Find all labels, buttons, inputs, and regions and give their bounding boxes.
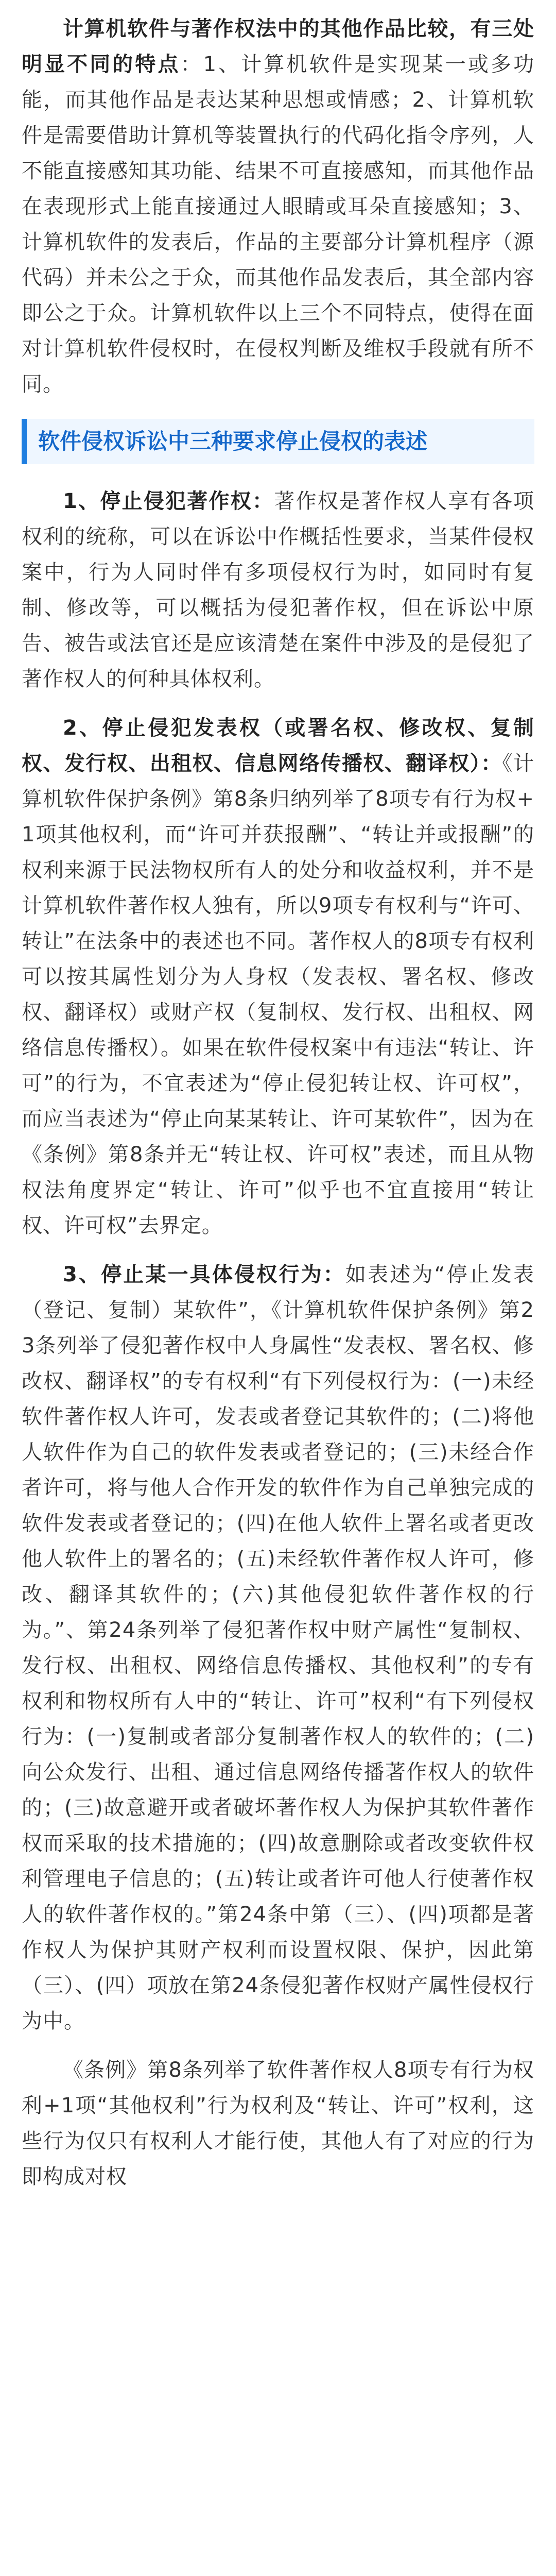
intro-text: ：1、计算机软件是实现某一或多功能，而其他作品是表达某种思想或情感；2、计算机软件是需要借助计算机等装置执行的代码化指令序列，人不能直接感知其功能、结果不可直接感知，而其他作品在表现形式上能直接通过人眼睛或耳朵直接感知；3、计算机软件的发表后，作品的主要部分计算机程序（源代码）并未公之于众，而其他作品发表后，其全部内容即公之于众。计算机软件以上三个不同特点，使得在面对计算机软件侵权时，在侵权判断及维权手段就有所不同。 bbox=[22, 53, 535, 396]
closing-paragraph bbox=[22, 2053, 534, 2195]
item2-lead: 2、停止侵犯发表权（或署名权、修改权、复制权、发行权、出租权、信息网络传播权、翻译权）： bbox=[22, 716, 534, 775]
section-heading: 软件侵权诉讼中三种要求停止侵权的表述 bbox=[22, 419, 534, 464]
item2-paragraph bbox=[22, 710, 534, 1244]
item2-text: 《计算机软件保护条例》第8条归纳列举了8项专有行为权+1项其他权利，而“许可并获报酬”、“转让并或报酬”的权利来源于民法物权所有人的处分和收益权利，并不是计算机软件著作权人独有，所以9项专有权利与“许可、转让”在法条中的表述也不同。著作权人的8项专有权利可以按其属性划分为人身权（发表权、署名权、修改权、翻译权）或财产权（复制权、发行权、出租权、网络信息传播权）。如果在软件侵权案中有违法“转让、许可”的行为，不宜表述为“停止侵犯转让权、许可权”，而应当表述为“停止向某某转让、许可某软件”，因为在《条例》第8条并无“转让权、许可权”表述，而且从物权法角度界定“转让、许可”似乎也不宜直接用“转让权、许可权”去界定。 bbox=[22, 752, 535, 1238]
item3-lead: 3、停止某一具体侵权行为： bbox=[63, 1263, 345, 1286]
intro-lead: 计算机软件与著作权法中的其他作品比较，有三处明显不同的特点 bbox=[22, 17, 534, 76]
item1-lead: 1、停止侵犯著作权： bbox=[63, 489, 274, 513]
intro-paragraph bbox=[22, 11, 534, 402]
item3-paragraph bbox=[22, 1257, 534, 2039]
item1-text: 著作权是著作权人享有各项权利的统称，可以在诉讼中作概括性要求，当某件侵权案中，行为人同时伴有多项侵权行为时，如同时有复制、修改等，可以概括为侵犯著作权，但在诉讼中原告、被告或法官还是应该清楚在案件中涉及的是侵犯了著作权人的何种具体权利。 bbox=[22, 489, 534, 691]
item3-text: 如表述为“停止发表（登记、复制）某软件”，《计算机软件保护条例》第23条列举了侵犯著作权中人身属性“发表权、署名权、修改权、翻译权”的专有权利“有下列侵权行为：(一)未经软件著作权人许可，发表或者登记其软件的；(二)将他人软件作为自己的软件发表或者登记的；(三)未经合作者许可，将与他人合作开发的软件作为自己单独完成的软件发表或者登记的；(四)在他人软件上署名或者更改他人软件上的署名的；(五)未经软件著作权人许可，修改、翻译其软件的；(六)其他侵犯软件著作权的行为。”、第24条列举了侵犯著作权中财产属性“复制权、发行权、出租权、网络信息传播权、其他权利”的专有权利和物权所有人中的“转让、许可”权利“有下列侵权行为：(一)复制或者部分复制著作权人的软件的；(二)向公众发行、出租、通过信息网络传播著作权人的软件的；(三)故意避开或者破坏著作权人为保护其软件著作权而采取的技术措施的；(四)故意删除或者改变软件权利管理电子信息的；(五)转让或者许可他人行使著作权人的软件著作权的。”第24条中第（三）、(四)项都是著作权人为保护其财产权利而设置权限、保护，因此第（三）、(四）项放在第24条侵犯著作权财产属性侵权行为中。 bbox=[22, 1263, 534, 2033]
closing-text: 《条例》第8条列举了软件著作权人8项专有行为权利+1项“其他权利”行为权利及“转让、许可”权利，这些行为仅只有权利人才能行使，其他人有了对应的行为即构成对权 bbox=[22, 2058, 534, 2189]
item1-paragraph bbox=[22, 484, 534, 697]
